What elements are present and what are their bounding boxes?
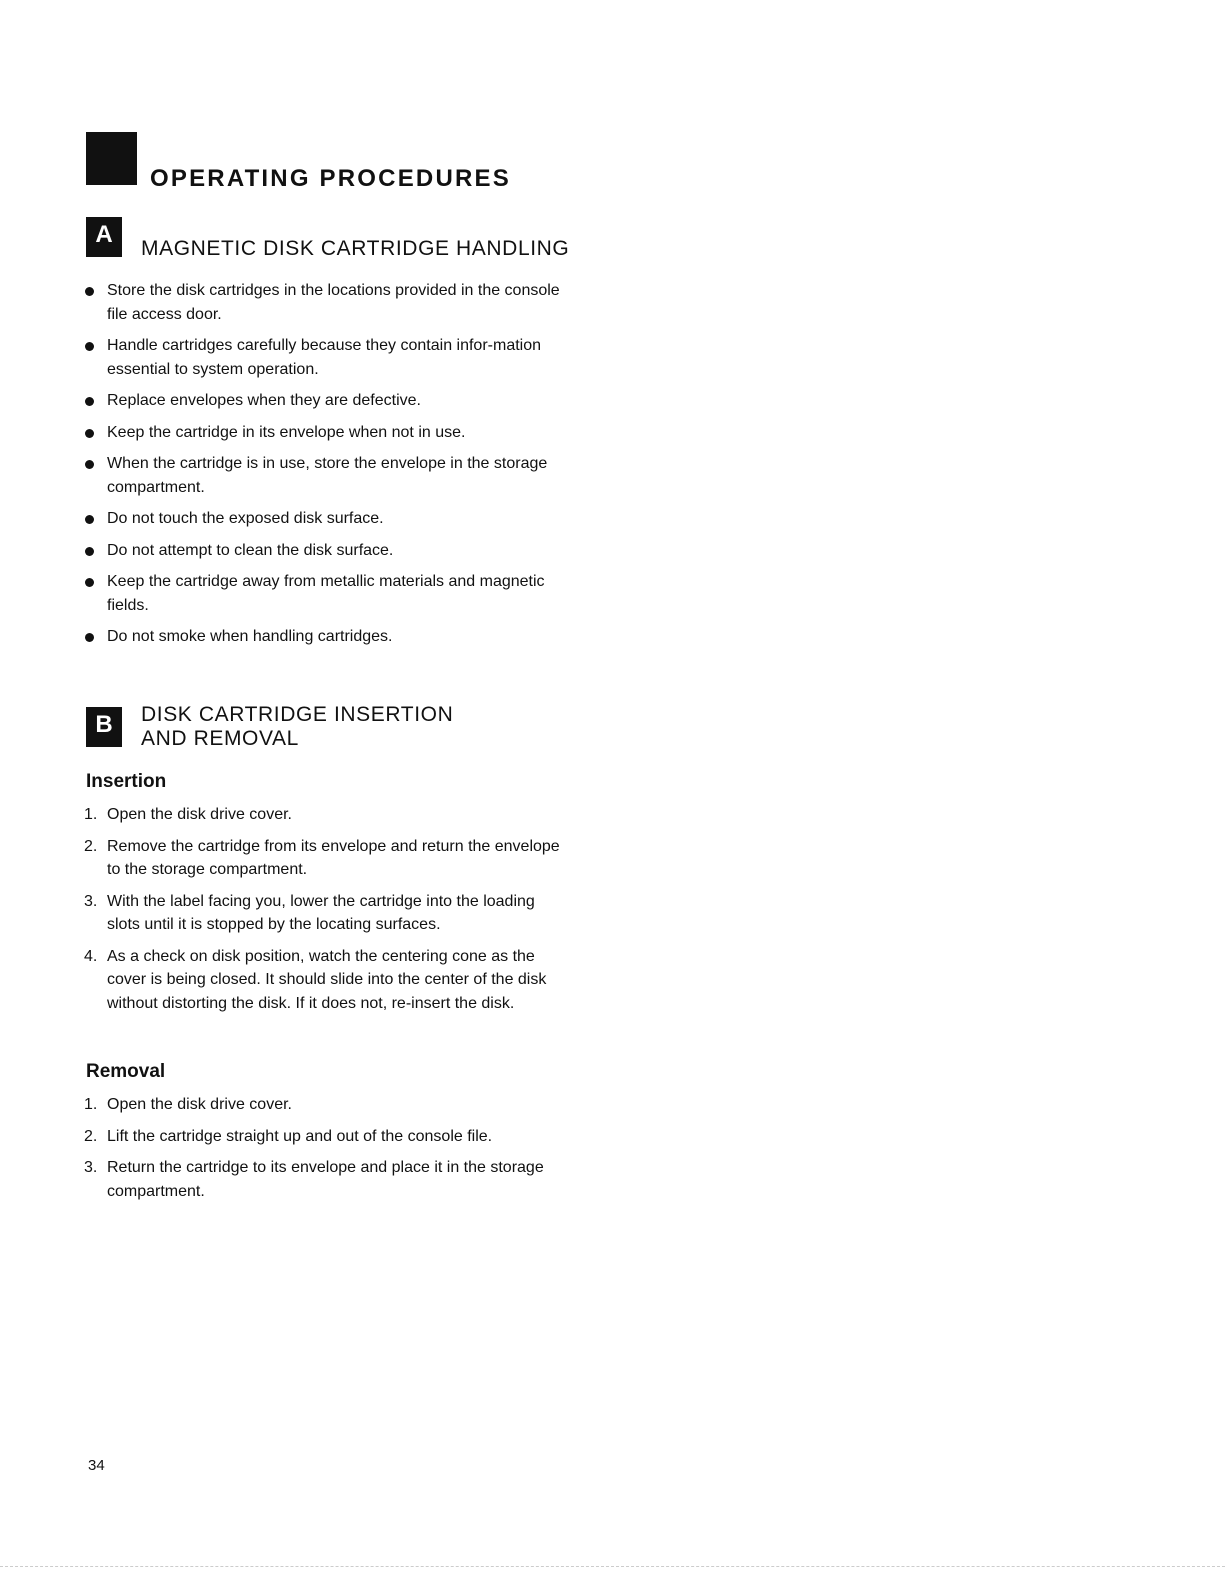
bullet-text: Keep the cartridge in its envelope when not in use.	[107, 423, 466, 441]
list-item	[84, 334, 564, 381]
bullet-icon	[85, 515, 94, 524]
step-number: 1.	[84, 806, 98, 823]
bullet-icon	[85, 342, 94, 351]
bullet-text: Handle cartridges carefully because they contain infor-mation essential to system operation.	[107, 337, 542, 378]
section-b-title	[141, 703, 453, 751]
chapter-marker-block	[86, 132, 137, 185]
bullet-icon	[85, 578, 94, 587]
step-text: Open the disk drive cover.	[107, 1096, 292, 1113]
section-a-title: MAGNETIC DISK CARTRIDGE HANDLING	[141, 237, 570, 260]
bullet-text: Do not touch the exposed disk surface.	[107, 510, 384, 527]
step-text: Open the disk drive cover.	[107, 806, 292, 823]
step-number: 1.	[84, 1096, 98, 1113]
list-item	[84, 890, 564, 937]
bullet-text: Do not smoke when handling cartridges.	[107, 628, 393, 645]
section-a-letter: A	[95, 220, 113, 248]
bullet-icon	[85, 397, 94, 406]
step-number: 2.	[84, 1127, 98, 1145]
section-b-letter-badge	[86, 707, 122, 747]
list-item	[84, 625, 564, 649]
step-text: Lift the cartridge straight up and out of the console file.	[107, 1127, 493, 1145]
list-item	[84, 1125, 564, 1149]
bullet-icon	[85, 460, 94, 469]
list-item	[84, 1156, 564, 1203]
section-b-title-line1: DISK CARTRIDGE INSERTION	[141, 703, 454, 726]
bullet-icon	[85, 429, 94, 438]
insertion-heading: Insertion	[86, 771, 167, 792]
list-item	[84, 945, 564, 1016]
bullet-text: Keep the cartridge away from metallic materials and magnetic fields.	[107, 573, 545, 614]
list-item	[84, 507, 564, 531]
step-text: With the label facing you, lower the cartridge into the loading slots until it is stopped by the locating surfaces.	[107, 892, 535, 933]
bullet-text: Replace envelopes when they are defective.	[107, 392, 421, 409]
bullet-text: Store the disk cartridges in the locations provided in the console file access door.	[107, 282, 560, 323]
step-text: Return the cartridge to its envelope and place it in the storage compartment.	[107, 1159, 544, 1200]
handling-bullet-list	[84, 279, 564, 657]
step-text: Remove the cartridge from its envelope and return the envelope to the storage compartment.	[107, 837, 560, 878]
step-text: As a check on disk position, watch the centering cone as the cover is being closed. It should slide into the center of the disk without distorting the disk. If it does not, re-insert the disk.	[107, 947, 547, 1012]
section-a-letter-badge	[86, 217, 122, 257]
list-item	[84, 1093, 564, 1117]
list-item	[84, 803, 564, 827]
bullet-icon	[85, 633, 94, 642]
removal-steps-list	[84, 1093, 564, 1211]
section-b-title-line2: AND REMOVAL	[141, 727, 299, 750]
step-number: 3.	[84, 892, 98, 910]
removal-heading: Removal	[86, 1061, 166, 1082]
step-number: 2.	[84, 837, 98, 855]
list-item	[84, 421, 564, 445]
step-number: 3.	[84, 1159, 98, 1176]
list-item	[84, 570, 564, 617]
page-bottom-divider	[0, 1566, 1225, 1568]
page-number: 34	[88, 1457, 105, 1474]
page-title: OPERATING PROCEDURES	[150, 165, 511, 192]
bullet-icon	[85, 547, 94, 556]
list-item	[84, 835, 564, 882]
bullet-text: When the cartridge is in use, store the envelope in the storage compartment.	[107, 455, 548, 496]
insertion-steps-list	[84, 803, 564, 1023]
list-item	[84, 452, 564, 499]
bullet-text: Do not attempt to clean the disk surface.	[107, 541, 394, 559]
step-number: 4.	[84, 947, 98, 965]
list-item	[84, 389, 564, 413]
list-item	[84, 539, 564, 563]
bullet-icon	[85, 287, 94, 296]
list-item	[84, 279, 564, 326]
section-b-letter: B	[95, 710, 113, 738]
